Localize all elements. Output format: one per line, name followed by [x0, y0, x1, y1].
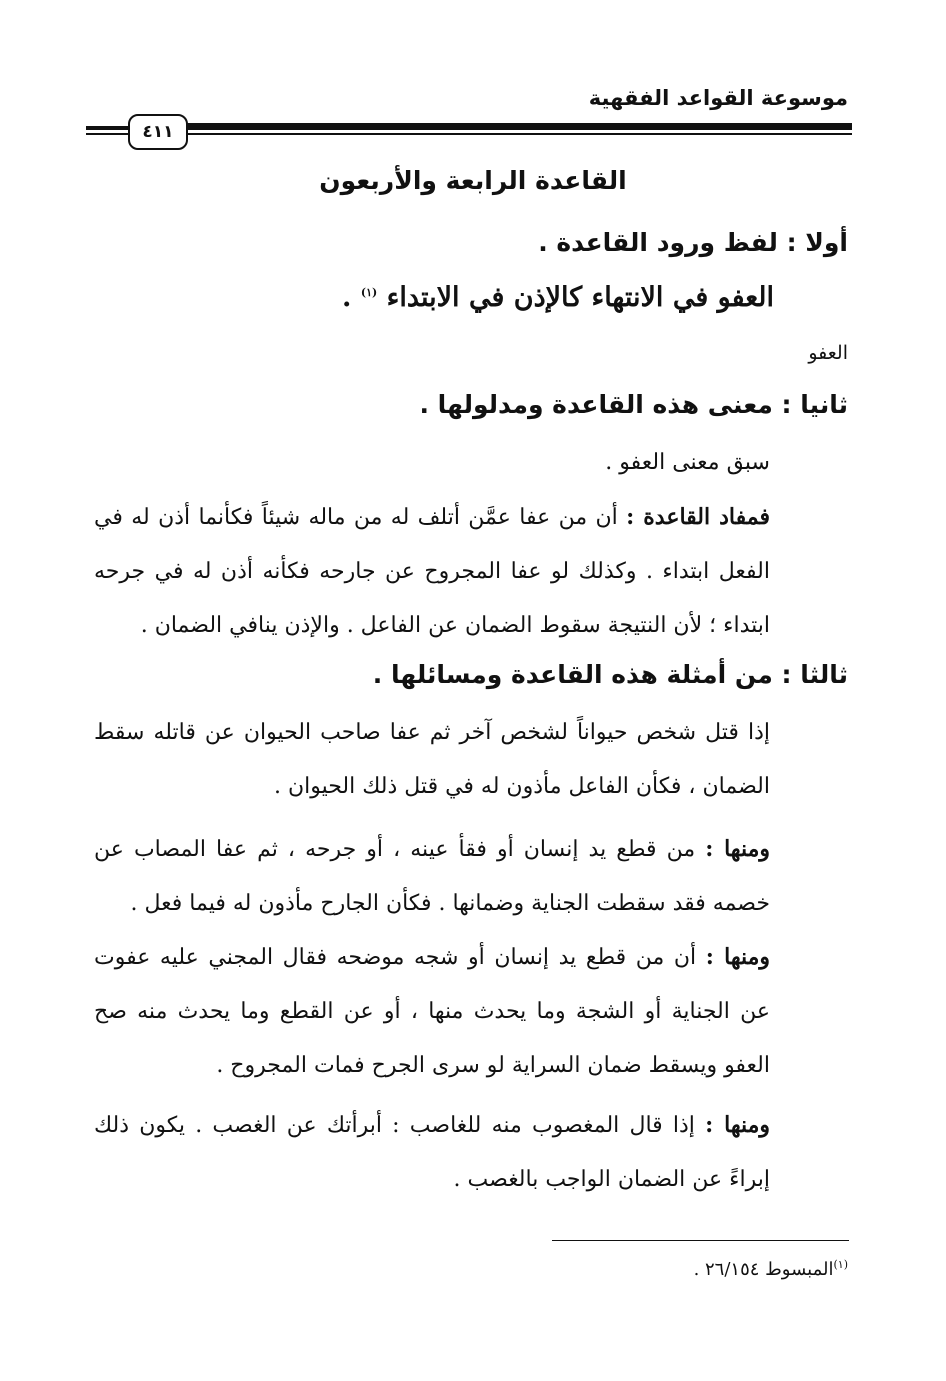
meaning-paragraph — [94, 490, 848, 653]
example-paragraph — [94, 822, 848, 931]
page-number: ٤١١ — [128, 114, 188, 150]
example-text: أن من قطع يد إنسان أو شجه موضحه فقال المجني عليه عفوت عن الجناية أو الشجة وما يحدث منها ، أو عن القطع وما يحدث منه صح العفو ويسقط ضمان السراية لو سرى الجرح فمات المجروح . — [94, 945, 770, 1078]
footnote — [500, 1258, 848, 1280]
example-lead: ومنها : — [705, 944, 771, 970]
running-title: موسوعة القواعد الفقهية — [588, 86, 848, 110]
section-heading-examples: ثالثا : من أمثلة هذه القاعدة ومسائلها . — [372, 660, 848, 689]
header-rule-thick — [183, 123, 852, 130]
example-paragraph — [94, 930, 848, 1093]
meaning-lead: فمفاد القاعدة : — [626, 504, 770, 530]
rule-statement-end: . — [342, 282, 352, 313]
meaning-body: أن من عفا عمَّن أتلف له من ماله شيئاً فكأنما أذن له في الفعل ابتداء . وكذلك لو عفا المجروح عن جارحه فكأنه أذن له في جرحه ابتداء ؛ لأن النتيجة سقوط الضمان عن الفاعل . والإذن ينافي الضمان . — [94, 505, 770, 638]
word-label: العفو — [808, 342, 848, 364]
example-paragraph — [94, 1098, 848, 1207]
example-lead: ومنها : — [705, 836, 770, 862]
example-text: إذا قتل شخص حيواناً لشخص آخر ثم عفا صاحب الحيوان عن قاتله سقط الضمان ، فكأن الفاعل مأذون له في قتل ذلك الحيوان . — [94, 720, 770, 799]
footnote-separator — [552, 1240, 849, 1241]
footnote-ref: (١) — [360, 286, 378, 299]
header-rule-thin — [183, 133, 852, 135]
meaning-intro: سبق معنى العفو . — [605, 450, 770, 475]
example-paragraph — [94, 706, 848, 814]
header-rule-left — [86, 126, 130, 130]
footnote-text: المبسوط ٢٦/١٥٤ . — [693, 1259, 834, 1280]
example-text: إذا قال المغصوب منه للغاصب : أبرأتك عن الغصب . يكون ذلك إبراءً عن الضمان الواجب بالغصب . — [94, 1113, 770, 1192]
rule-statement-text: العفو في الانتهاء كالإذن في الابتداء — [386, 282, 774, 313]
section-heading-wording: أولا : لفظ ورود القاعدة . — [538, 228, 848, 257]
chapter-title: القاعدة الرابعة والأربعون — [319, 166, 627, 195]
example-lead: ومنها : — [705, 1112, 771, 1138]
header-rule-left-thin — [86, 133, 130, 135]
section-heading-meaning: ثانيا : معنى هذه القاعدة ومدلولها . — [419, 390, 848, 419]
example-text: من قطع يد إنسان أو فقأ عينه ، أو جرحه ، ثم عفا المصاب عن خصمه فقد سقطت الجناية وضمانها . فكأن الجارح مأذون له فيما فعل . — [94, 837, 770, 916]
footnote-marker: (١) — [833, 1258, 848, 1271]
rule-statement — [342, 282, 774, 313]
